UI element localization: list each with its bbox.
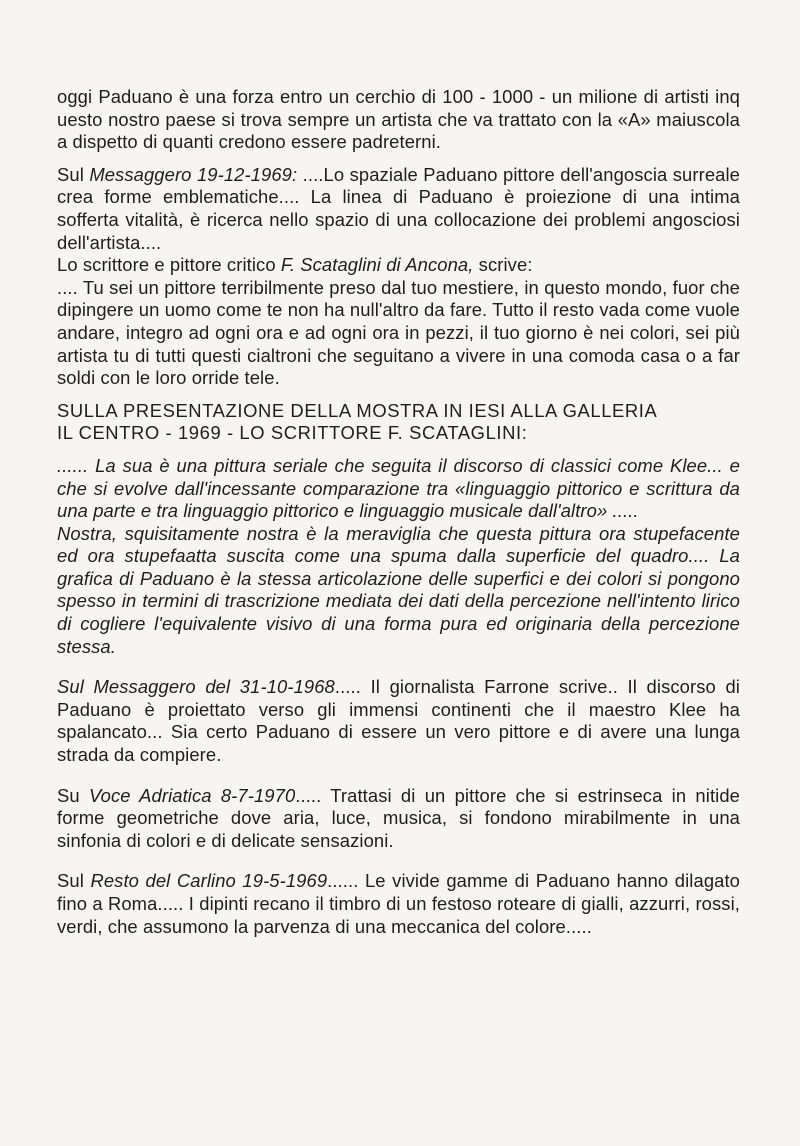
section-heading-line-1: SULLA PRESENTAZIONE DELLA MOSTRA IN IESI ALLA GALLERIA xyxy=(57,399,658,421)
paragraph-messaggero-1969: Sul Messaggero 19-12-1969: ....Lo spaziale Paduano pittore dell'angoscia surreale crea forme emblematiche.... La linea di Paduano è proiezione di una intima sofferta vitalità, è ricerca nello spazio di una collocazione dei problemi angosciosi dell'artista.... xyxy=(57,163,740,253)
author-scataglini: F. Scataglini di Ancona, xyxy=(280,254,474,276)
paragraph-resto-del-carlino: Sul Resto del Carlino 19-5-1969...... Le vivide gamme di Paduano hanno dilagato fino a Roma..... I dipinti recano il timbro di un festoso roteare di gialli, azzurri, rossi, verdi, che assumono la parvenza di una meccanica del colore..... xyxy=(57,870,741,937)
paragraph-voce-adriatica: Su Voce Adriatica 8-7-1970..... Trattasi di un pittore che si estrinseca in nitide forme geometriche dove aria, luce, musica, si fondono mirabilmente in una sinfonia di colori e di delicate sensazioni. xyxy=(57,784,740,851)
source-messaggero-1969: Messaggero 19-12-1969: xyxy=(89,163,298,185)
source-messaggero-1968: Sul Messaggero del 31-10-1968 xyxy=(57,676,335,698)
paragraph-scataglini-quote: .... Tu sei un pittore terribilmente preso dal tuo mestiere, in questo mondo, fuor che dipingere un uomo come te non ha null'altro da fare. Tutto il resto vada come vuole andare, integro ad ogni ora e ad ogni ora in pezzi, il tuo giorno è nei colori, sei più artista tu di tutti questi cialtroni che seguitano a vivere in una comoda casa o a far soldi con le loro orride tele. xyxy=(57,276,740,389)
source-resto-del-carlino: Resto del Carlino 19-5-1969 xyxy=(90,870,328,892)
paragraph-pittura-seriale: ...... La sua è una pittura seriale che seguita il discorso di classici come Klee... e che si evolve dall'incessante comparazione tra «linguaggio pittorico e scrittura da una parte e tra linguaggio pittorico e linguaggio musicale dall'altro» ..... xyxy=(57,454,740,522)
paragraph-messaggero-1968: Sul Messaggero del 31-10-1968..... Il giornalista Farrone scrive.. Il discorso di Paduano è proiettato verso gli immensi continenti che il maestro Klee ha spalancato... Sia certo Paduano di essere un vero pittore e di avere una lunga strada da compiere. xyxy=(57,676,740,766)
paragraph-meraviglia: Nostra, squisitamente nostra è la meraviglia che questa pittura ora stupefacente ed ora stupefaatta suscita come una spuma dalla superficie del quadro.... La grafica di Paduano è la stessa articolazione delle superfici e dei colori si pongono spesso in termini di trascrizione mediata dei dati della percezione nell'intento lirico di cogliere l'equivalente visivo di una forma pura ed originaria della percezione stessa. xyxy=(57,522,740,657)
paragraph-intro: oggi Paduano è una forza entro un cerchio di 100 - 1000 - un milione di artisti inq uesto nostro paese si trova sempre un artista che va trattato con la «A» maiuscola a dispetto di quanti credono essere padreterni. xyxy=(57,86,740,153)
section-heading-line-2: IL CENTRO - 1969 - LO SCRITTORE F. SCATAGLINI: xyxy=(57,422,528,444)
source-voce-adriatica: Voce Adriatica 8-7-1970 xyxy=(88,784,296,806)
paragraph-scataglini-intro: Lo scrittore e pittore critico F. Scataglini di Ancona, scrive: xyxy=(57,254,533,276)
